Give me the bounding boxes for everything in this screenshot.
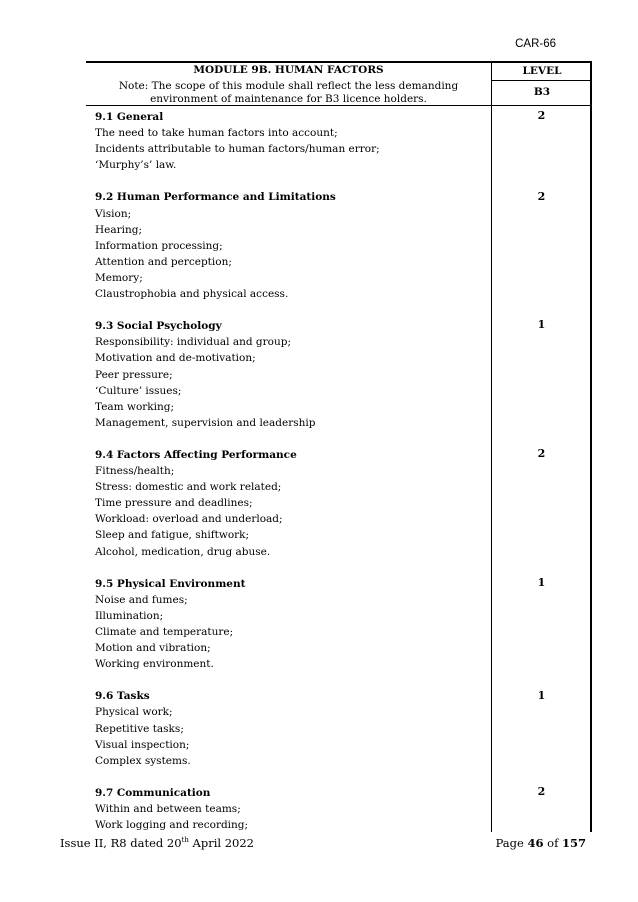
list-item: Attention and perception; <box>95 255 232 268</box>
list-item: Memory; <box>95 271 143 284</box>
list-item: Claustrophobia and physical access. <box>95 288 289 301</box>
list-item: Management, supervision and leadership <box>95 416 316 429</box>
page-current: 46 <box>527 836 544 850</box>
module-title: MODULE 9B. HUMAN FACTORS <box>193 64 384 76</box>
section-title: 9.2 Human Performance and Limitations <box>95 191 336 204</box>
list-item: Team working; <box>95 400 175 413</box>
issue-date <box>60 836 254 850</box>
list-item: Climate and temperature; <box>95 626 234 638</box>
list-item: Workload: overload and underload; <box>95 513 283 526</box>
level-value: 1 <box>537 318 546 332</box>
list-item: Working environment. <box>95 658 214 671</box>
level-value: 2 <box>537 109 546 122</box>
list-item: Motion and vibration; <box>95 642 211 655</box>
section-title: 9.7 Communication <box>95 786 211 799</box>
list-item: Alcohol, medication, drug abuse. <box>95 545 271 558</box>
list-item: Noise and fumes; <box>95 593 188 606</box>
list-item: ‘Murphy’s’ law. <box>95 159 177 172</box>
list-item: Visual inspection; <box>95 738 190 751</box>
document-reference: CAR-66 <box>515 38 556 50</box>
page-number <box>496 836 586 850</box>
page-label: Page <box>495 836 528 850</box>
list-item: Responsibility: individual and group; <box>95 336 291 349</box>
section-9-6 <box>95 688 485 768</box>
list-item: Sleep and fatigue, shiftwork; <box>95 529 250 542</box>
list-item: Work logging and recording; <box>95 819 249 832</box>
level-value: 2 <box>537 189 546 203</box>
level-header: LEVEL <box>522 65 562 77</box>
list-item: Physical work; <box>95 706 173 719</box>
section-title: 9.5 Physical Environment <box>95 577 246 590</box>
list-item: The need to take human factors into account; <box>95 127 338 140</box>
level-header-divider <box>492 80 592 81</box>
module-table <box>86 61 592 832</box>
table-header-divider <box>86 105 592 106</box>
list-item: Fitness/health; <box>95 465 175 478</box>
list-item: Illumination; <box>95 609 164 622</box>
list-item: Information processing; <box>95 239 223 252</box>
page-of: of <box>543 836 562 850</box>
level-value: 2 <box>537 785 546 799</box>
module-note-line1: Note: The scope of this module shall reflect the less demanding <box>118 80 459 92</box>
list-item: Hearing; <box>95 223 143 236</box>
list-item: Repetitive tasks; <box>95 722 184 735</box>
page-total: 157 <box>561 836 586 850</box>
section-title: 9.4 Factors Affecting Performance <box>95 448 297 461</box>
section-title: 9.6 Tasks <box>95 690 150 703</box>
list-item: Within and between teams; <box>95 803 241 816</box>
section-9-2 <box>95 189 485 302</box>
section-title: 9.3 Social Psychology <box>95 320 222 333</box>
section-9-7 <box>95 785 485 833</box>
list-item: Complex systems. <box>95 754 191 767</box>
list-item: Vision; <box>95 207 132 220</box>
section-9-1 <box>95 109 485 173</box>
section-9-4 <box>95 447 485 560</box>
level-subheader: B3 <box>533 86 551 98</box>
list-item: ‘Culture’ issues; <box>95 384 182 397</box>
section-9-3 <box>95 318 485 431</box>
level-value: 1 <box>537 688 546 702</box>
module-note-line2: environment of maintenance for B3 licence holders. <box>150 93 427 105</box>
issue-superscript: th <box>181 836 189 845</box>
table-top-border <box>86 61 592 63</box>
syllabus-content <box>95 109 485 849</box>
section-9-5 <box>95 576 485 673</box>
issue-prefix: Issue II, R8 dated 20 <box>60 836 182 850</box>
list-item: Stress: domestic and work related; <box>95 481 282 494</box>
list-item: Time pressure and deadlines; <box>95 497 253 510</box>
level-value: 1 <box>537 575 546 589</box>
list-item: Peer pressure; <box>95 368 173 381</box>
list-item: Motivation and de-motivation; <box>95 352 256 365</box>
list-item: Incidents attributable to human factors/human error; <box>95 143 380 156</box>
level-value: 2 <box>537 447 546 461</box>
issue-suffix: April 2022 <box>188 836 254 850</box>
section-title: 9.1 General <box>95 111 164 123</box>
